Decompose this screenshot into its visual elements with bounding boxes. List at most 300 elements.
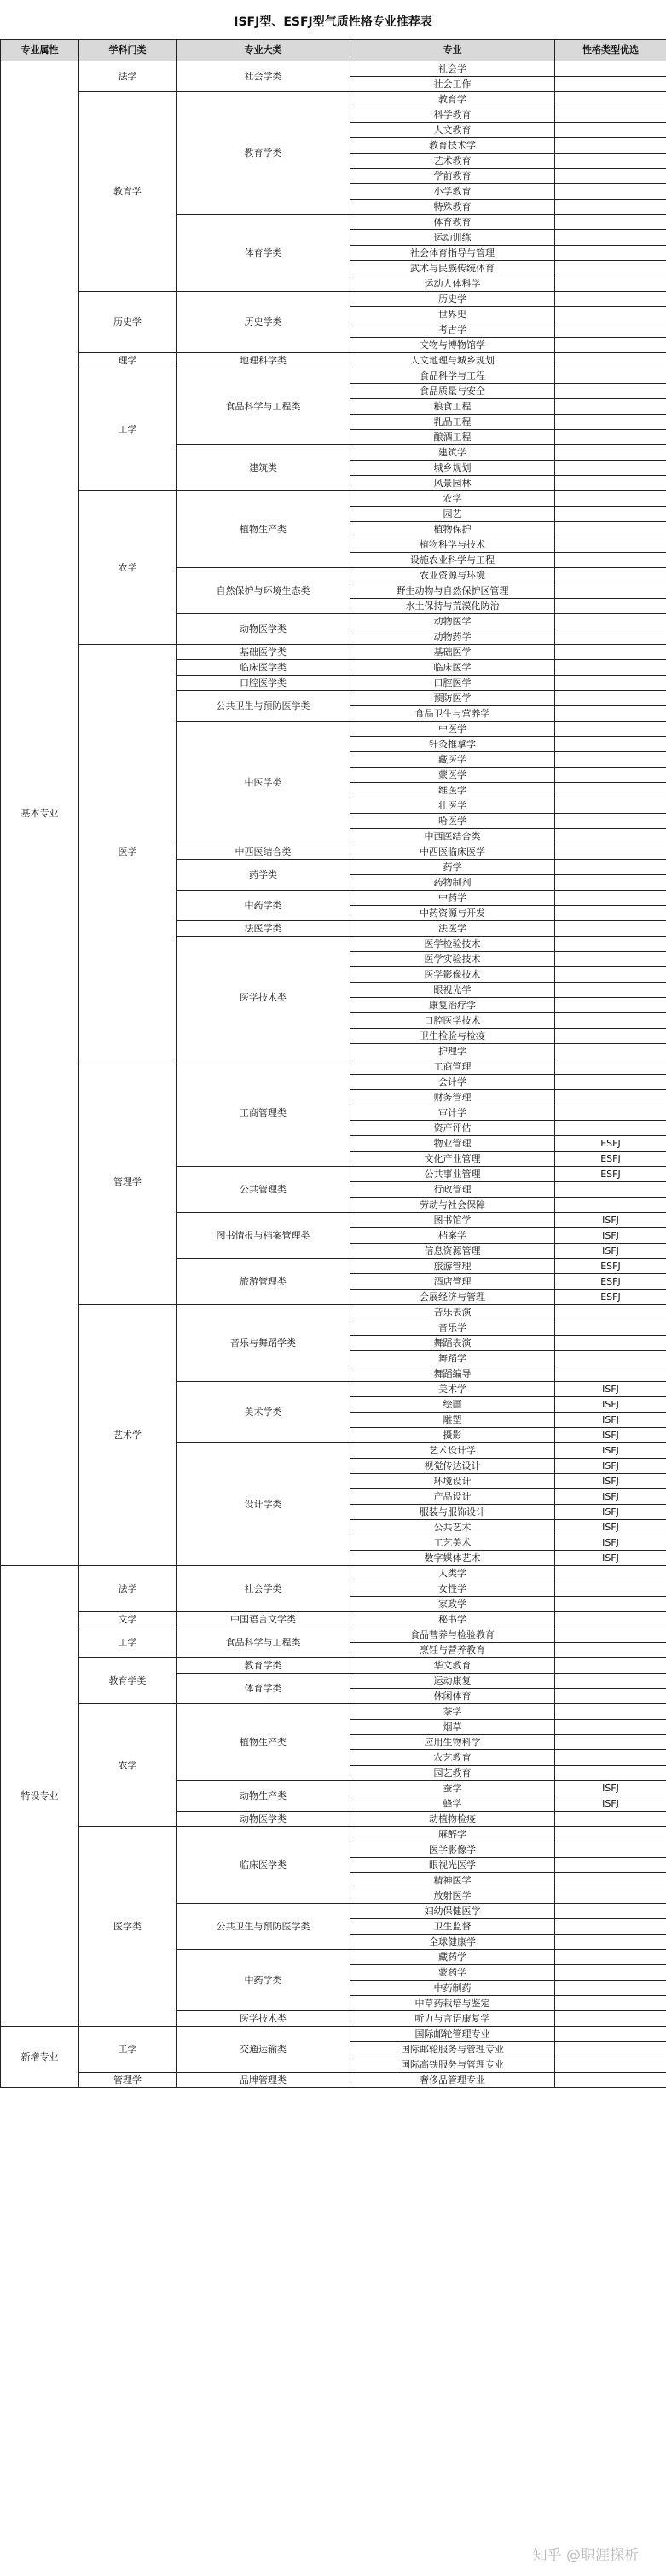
- category-cell: 美术学类: [177, 1382, 350, 1443]
- personality-cell: ISFJ: [555, 1443, 666, 1459]
- major-cell: 农艺教育: [350, 1750, 555, 1766]
- major-cell: 会展经济与管理: [350, 1290, 555, 1305]
- personality-cell: [555, 1827, 666, 1842]
- major-cell: 历史学: [350, 292, 555, 307]
- discipline-cell: 工学: [79, 2027, 177, 2073]
- category-cell: 公共卫生与预防医学类: [177, 691, 350, 722]
- personality-cell: ESFJ: [555, 1152, 666, 1167]
- category-cell: 工商管理类: [177, 1059, 350, 1167]
- personality-cell: [555, 783, 666, 798]
- major-cell: 康复治疗学: [350, 998, 555, 1013]
- major-cell: 哈医学: [350, 814, 555, 829]
- personality-cell: [555, 1105, 666, 1121]
- major-cell: 秘书学: [350, 1612, 555, 1627]
- major-cell: 中药制药: [350, 1981, 555, 1996]
- category-cell: 旅游管理类: [177, 1259, 350, 1305]
- discipline-cell: 艺术学: [79, 1305, 177, 1566]
- major-cell: 中西医结合类: [350, 829, 555, 844]
- personality-cell: [555, 1950, 666, 1965]
- discipline-cell: 医学类: [79, 1827, 177, 2027]
- major-cell: 乳品工程: [350, 415, 555, 430]
- major-cell: 资产评估: [350, 1121, 555, 1136]
- major-cell: 公共艺术: [350, 1520, 555, 1535]
- table-row: [1, 2073, 666, 2088]
- personality-cell: ISFJ: [555, 1520, 666, 1535]
- personality-cell: [555, 399, 666, 415]
- personality-cell: [555, 1873, 666, 1888]
- major-cell: 妇幼保健医学: [350, 1904, 555, 1919]
- major-cell: 审计学: [350, 1105, 555, 1121]
- table-row: [1, 292, 666, 307]
- personality-cell: [555, 1658, 666, 1674]
- personality-cell: [555, 476, 666, 491]
- major-cell: 应用生物科学: [350, 1735, 555, 1750]
- personality-cell: ISFJ: [555, 1535, 666, 1551]
- personality-cell: [555, 706, 666, 722]
- header-category: 专业大类: [177, 40, 350, 61]
- major-cell: 全球健康学: [350, 1935, 555, 1950]
- category-cell: 自然保护与环境生态类: [177, 568, 350, 614]
- major-cell: 动植物检疫: [350, 1812, 555, 1827]
- major-cell: 茶学: [350, 1704, 555, 1720]
- personality-cell: [555, 1121, 666, 1136]
- major-cell: 建筑学: [350, 445, 555, 461]
- category-cell: 社会学类: [177, 1566, 350, 1612]
- major-cell: 食品卫生与营养学: [350, 706, 555, 722]
- personality-cell: [555, 1720, 666, 1735]
- personality-cell: [555, 461, 666, 476]
- personality-cell: [555, 1981, 666, 1996]
- major-cell: 野生动物与自然保护区管理: [350, 583, 555, 599]
- major-cell: 酿酒工程: [350, 430, 555, 445]
- personality-cell: [555, 614, 666, 629]
- header-discipline: 学科门类: [79, 40, 177, 61]
- discipline-cell: 管理学: [79, 2073, 177, 2088]
- major-cell: 工商管理: [350, 1059, 555, 1075]
- personality-cell: [555, 798, 666, 814]
- personality-cell: [555, 1336, 666, 1351]
- page-title: ISFJ型、ESFJ型气质性格专业推荐表: [234, 15, 432, 29]
- major-cell: 中草药栽培与鉴定: [350, 1996, 555, 2011]
- personality-cell: ESFJ: [555, 1259, 666, 1274]
- category-cell: 公共管理类: [177, 1167, 350, 1213]
- personality-cell: [555, 384, 666, 399]
- major-cell: 药学: [350, 860, 555, 875]
- major-recommendation-table: [0, 39, 666, 2088]
- personality-cell: [555, 860, 666, 875]
- personality-cell: [555, 722, 666, 737]
- personality-cell: [555, 61, 666, 77]
- personality-cell: [555, 292, 666, 307]
- discipline-cell: 理学: [79, 353, 177, 368]
- category-cell: 医学技术类: [177, 937, 350, 1059]
- table-header: [1, 40, 666, 61]
- personality-cell: [555, 1351, 666, 1366]
- personality-cell: [555, 1689, 666, 1704]
- personality-cell: [555, 1750, 666, 1766]
- category-cell: 体育学类: [177, 1674, 350, 1704]
- personality-cell: [555, 2073, 666, 2088]
- personality-cell: [555, 599, 666, 614]
- major-cell: 水土保持与荒漠化防治: [350, 599, 555, 614]
- personality-cell: [555, 1904, 666, 1919]
- personality-cell: [555, 1627, 666, 1643]
- major-cell: 动物医学: [350, 614, 555, 629]
- major-cell: 教育技术学: [350, 138, 555, 154]
- personality-cell: [555, 1858, 666, 1873]
- table-row: [1, 1658, 666, 1674]
- major-cell: 人文地理与城乡规划: [350, 353, 555, 368]
- major-cell: 舞蹈表演: [350, 1336, 555, 1351]
- personality-cell: [555, 507, 666, 522]
- table-row: [1, 1305, 666, 1320]
- major-cell: 听力与言语康复学: [350, 2011, 555, 2027]
- category-cell: 动物生产类: [177, 1781, 350, 1812]
- major-cell: 医学实验技术: [350, 952, 555, 967]
- category-cell: 交通运输类: [177, 2027, 350, 2073]
- personality-cell: [555, 445, 666, 461]
- header-personality: 性格类型优选: [555, 40, 666, 61]
- personality-cell: [555, 1566, 666, 1581]
- personality-cell: [555, 1029, 666, 1044]
- major-cell: 人文教育: [350, 123, 555, 138]
- attr-cell: 新增专业: [1, 2027, 79, 2088]
- header-major: 专业: [350, 40, 555, 61]
- major-cell: 社会学: [350, 61, 555, 77]
- major-cell: 眼视光医学: [350, 1858, 555, 1873]
- major-cell: 舞蹈学: [350, 1351, 555, 1366]
- major-cell: 科学教育: [350, 107, 555, 123]
- personality-cell: [555, 1674, 666, 1689]
- table-row: [1, 1059, 666, 1075]
- personality-cell: [555, 814, 666, 829]
- personality-cell: [555, 1581, 666, 1597]
- major-cell: 中西医临床医学: [350, 844, 555, 860]
- category-cell: 社会学类: [177, 61, 350, 92]
- major-cell: 学前教育: [350, 169, 555, 184]
- major-cell: 视觉传达设计: [350, 1459, 555, 1474]
- personality-cell: [555, 2027, 666, 2042]
- major-cell: 国际邮轮服务与管理专业: [350, 2042, 555, 2057]
- major-cell: 服装与服饰设计: [350, 1505, 555, 1520]
- personality-cell: [555, 184, 666, 200]
- table-row: [1, 368, 666, 384]
- personality-cell: [555, 537, 666, 553]
- personality-cell: [555, 660, 666, 676]
- personality-cell: ISFJ: [555, 1413, 666, 1428]
- major-cell: 农业资源与环境: [350, 568, 555, 583]
- personality-cell: [555, 1059, 666, 1075]
- major-cell: 酒店管理: [350, 1274, 555, 1290]
- major-cell: 植物保护: [350, 522, 555, 537]
- personality-cell: ISFJ: [555, 1796, 666, 1812]
- major-cell: 物业管理: [350, 1136, 555, 1152]
- personality-cell: [555, 937, 666, 952]
- personality-cell: [555, 169, 666, 184]
- personality-cell: ISFJ: [555, 1382, 666, 1397]
- personality-cell: [555, 261, 666, 276]
- personality-cell: [555, 891, 666, 906]
- personality-cell: [555, 77, 666, 92]
- major-cell: 人类学: [350, 1566, 555, 1581]
- personality-cell: [555, 1044, 666, 1059]
- major-cell: 运动人体科学: [350, 276, 555, 292]
- personality-cell: [555, 522, 666, 537]
- personality-cell: [555, 1888, 666, 1904]
- major-cell: 中药资源与开发: [350, 906, 555, 921]
- major-cell: 烟草: [350, 1720, 555, 1735]
- header-row: [1, 40, 666, 61]
- major-cell: 体育教育: [350, 215, 555, 230]
- personality-cell: [555, 568, 666, 583]
- category-cell: 图书情报与档案管理类: [177, 1213, 350, 1259]
- major-cell: 信息资源管理: [350, 1244, 555, 1259]
- personality-cell: [555, 906, 666, 921]
- major-cell: 公共事业管理: [350, 1167, 555, 1182]
- major-cell: 小学教育: [350, 184, 555, 200]
- personality-cell: [555, 1842, 666, 1858]
- personality-cell: [555, 691, 666, 706]
- personality-cell: ISFJ: [555, 1244, 666, 1259]
- category-cell: 教育学类: [177, 92, 350, 215]
- category-cell: 品牌管理类: [177, 2073, 350, 2088]
- table-row: [1, 2027, 666, 2042]
- personality-cell: [555, 1612, 666, 1627]
- major-cell: 档案学: [350, 1228, 555, 1244]
- major-cell: 预防医学: [350, 691, 555, 706]
- category-cell: 建筑类: [177, 445, 350, 491]
- attr-cell: 基本专业: [1, 61, 79, 1566]
- major-cell: 美术学: [350, 1382, 555, 1397]
- major-cell: 世界史: [350, 307, 555, 322]
- personality-cell: [555, 491, 666, 507]
- table-row: [1, 1612, 666, 1627]
- personality-cell: [555, 353, 666, 368]
- personality-cell: [555, 1812, 666, 1827]
- major-cell: 蒙药学: [350, 1965, 555, 1981]
- personality-cell: ISFJ: [555, 1505, 666, 1520]
- major-cell: 中药学: [350, 891, 555, 906]
- personality-cell: [555, 322, 666, 338]
- personality-cell: ISFJ: [555, 1489, 666, 1505]
- personality-cell: [555, 230, 666, 246]
- major-cell: 雕塑: [350, 1413, 555, 1428]
- personality-cell: [555, 2042, 666, 2057]
- table-row: [1, 645, 666, 660]
- major-cell: 中医学: [350, 722, 555, 737]
- category-cell: 植物生产类: [177, 491, 350, 568]
- major-cell: 食品质量与安全: [350, 384, 555, 399]
- personality-cell: [555, 1919, 666, 1935]
- major-cell: 环境设计: [350, 1474, 555, 1489]
- category-cell: 历史学类: [177, 292, 350, 353]
- major-cell: 艺术设计学: [350, 1443, 555, 1459]
- personality-cell: [555, 1198, 666, 1213]
- header-attr: 专业属性: [1, 40, 79, 61]
- category-cell: 地理科学类: [177, 353, 350, 368]
- personality-cell: [555, 92, 666, 107]
- category-cell: 临床医学类: [177, 1827, 350, 1904]
- table-body: [1, 61, 666, 2088]
- major-cell: 动物药学: [350, 629, 555, 645]
- category-cell: 法医学类: [177, 921, 350, 937]
- major-cell: 绘画: [350, 1397, 555, 1413]
- discipline-cell: 教育学类: [79, 1658, 177, 1704]
- personality-cell: [555, 737, 666, 752]
- personality-cell: ISFJ: [555, 1551, 666, 1566]
- major-cell: 蜂学: [350, 1796, 555, 1812]
- major-cell: 藏药学: [350, 1950, 555, 1965]
- personality-cell: [555, 1597, 666, 1612]
- major-cell: 财务管理: [350, 1090, 555, 1105]
- major-cell: 家政学: [350, 1597, 555, 1612]
- personality-cell: [555, 983, 666, 998]
- major-cell: 摄影: [350, 1428, 555, 1443]
- personality-cell: [555, 200, 666, 215]
- major-cell: 基础医学: [350, 645, 555, 660]
- personality-cell: [555, 154, 666, 169]
- personality-cell: [555, 875, 666, 891]
- personality-cell: [555, 1090, 666, 1105]
- major-cell: 考古学: [350, 322, 555, 338]
- discipline-cell: 法学: [79, 61, 177, 92]
- major-cell: 文物与博物馆学: [350, 338, 555, 353]
- personality-cell: ISFJ: [555, 1397, 666, 1413]
- personality-cell: [555, 123, 666, 138]
- personality-cell: [555, 1996, 666, 2011]
- personality-cell: [555, 430, 666, 445]
- personality-cell: ISFJ: [555, 1428, 666, 1443]
- personality-cell: ESFJ: [555, 1167, 666, 1182]
- category-cell: 中药学类: [177, 891, 350, 921]
- table-row: [1, 1704, 666, 1720]
- personality-cell: [555, 1075, 666, 1090]
- personality-cell: [555, 215, 666, 230]
- major-cell: 医学检验技术: [350, 937, 555, 952]
- discipline-cell: 文学: [79, 1612, 177, 1627]
- category-cell: 药学类: [177, 860, 350, 891]
- personality-cell: [555, 629, 666, 645]
- watermark: 知乎 @职涯探析: [532, 2547, 639, 2564]
- personality-cell: [555, 415, 666, 430]
- major-cell: 会计学: [350, 1075, 555, 1090]
- category-cell: 中药学类: [177, 1950, 350, 2011]
- personality-cell: [555, 368, 666, 384]
- major-cell: 音乐表演: [350, 1305, 555, 1320]
- major-cell: 眼视光学: [350, 983, 555, 998]
- major-cell: 麻醉学: [350, 1827, 555, 1842]
- table-row: [1, 1627, 666, 1643]
- major-cell: 社会体育指导与管理: [350, 246, 555, 261]
- major-cell: 教育学: [350, 92, 555, 107]
- major-cell: 维医学: [350, 783, 555, 798]
- personality-cell: [555, 1366, 666, 1382]
- major-cell: 华文教育: [350, 1658, 555, 1674]
- major-cell: 城乡规划: [350, 461, 555, 476]
- major-cell: 口腔医学技术: [350, 1013, 555, 1029]
- category-cell: 音乐与舞蹈学类: [177, 1305, 350, 1382]
- personality-cell: [555, 967, 666, 983]
- category-cell: 植物生产类: [177, 1704, 350, 1781]
- category-cell: 食品科学与工程类: [177, 368, 350, 445]
- personality-cell: ISFJ: [555, 1781, 666, 1796]
- category-cell: 基础医学类: [177, 645, 350, 660]
- major-cell: 卫生检验与检疫: [350, 1029, 555, 1044]
- discipline-cell: 教育学: [79, 92, 177, 292]
- category-cell: 中医学类: [177, 722, 350, 844]
- major-cell: 设施农业科学与工程: [350, 553, 555, 568]
- personality-cell: [555, 553, 666, 568]
- major-cell: 植物科学与技术: [350, 537, 555, 553]
- major-cell: 旅游管理: [350, 1259, 555, 1274]
- category-cell: 公共卫生与预防医学类: [177, 1904, 350, 1950]
- major-cell: 临床医学: [350, 660, 555, 676]
- personality-cell: ISFJ: [555, 1474, 666, 1489]
- personality-cell: ESFJ: [555, 1290, 666, 1305]
- major-cell: 护理学: [350, 1044, 555, 1059]
- personality-cell: [555, 2057, 666, 2073]
- major-cell: 产品设计: [350, 1489, 555, 1505]
- major-cell: 药物制剂: [350, 875, 555, 891]
- major-cell: 武术与民族传统体育: [350, 261, 555, 276]
- major-cell: 粮食工程: [350, 399, 555, 415]
- personality-cell: [555, 768, 666, 783]
- personality-cell: [555, 645, 666, 660]
- major-cell: 舞蹈编导: [350, 1366, 555, 1382]
- discipline-cell: 工学: [79, 1627, 177, 1658]
- major-cell: 数字媒体艺术: [350, 1551, 555, 1566]
- category-cell: 动物医学类: [177, 1812, 350, 1827]
- major-cell: 国际高铁服务与管理专业: [350, 2057, 555, 2073]
- personality-cell: [555, 844, 666, 860]
- major-cell: 劳动与社会保障: [350, 1198, 555, 1213]
- category-cell: 中国语言文学类: [177, 1612, 350, 1627]
- personality-cell: [555, 1182, 666, 1198]
- table-row: [1, 92, 666, 107]
- personality-cell: [555, 1935, 666, 1950]
- table-row: [1, 61, 666, 77]
- personality-cell: [555, 1704, 666, 1720]
- personality-cell: [555, 1013, 666, 1029]
- major-cell: 运动康复: [350, 1674, 555, 1689]
- table-row: [1, 353, 666, 368]
- table-row: [1, 1566, 666, 1581]
- personality-cell: [555, 338, 666, 353]
- personality-cell: [555, 583, 666, 599]
- discipline-cell: 农学: [79, 1704, 177, 1827]
- major-cell: 烹饪与营养教育: [350, 1643, 555, 1658]
- major-cell: 蚕学: [350, 1781, 555, 1796]
- personality-cell: [555, 1320, 666, 1336]
- category-cell: 食品科学与工程类: [177, 1627, 350, 1658]
- major-cell: 园艺: [350, 507, 555, 522]
- personality-cell: ESFJ: [555, 1274, 666, 1290]
- personality-cell: [555, 752, 666, 768]
- major-cell: 医学影像学: [350, 1842, 555, 1858]
- category-cell: 中西医结合类: [177, 844, 350, 860]
- personality-cell: [555, 1305, 666, 1320]
- discipline-cell: 农学: [79, 491, 177, 645]
- major-cell: 社会工作: [350, 77, 555, 92]
- major-cell: 放射医学: [350, 1888, 555, 1904]
- major-cell: 藏医学: [350, 752, 555, 768]
- table-row: [1, 491, 666, 507]
- major-cell: 特殊教育: [350, 200, 555, 215]
- major-cell: 休闲体育: [350, 1689, 555, 1704]
- personality-cell: [555, 921, 666, 937]
- personality-cell: [555, 307, 666, 322]
- major-cell: 精神医学: [350, 1873, 555, 1888]
